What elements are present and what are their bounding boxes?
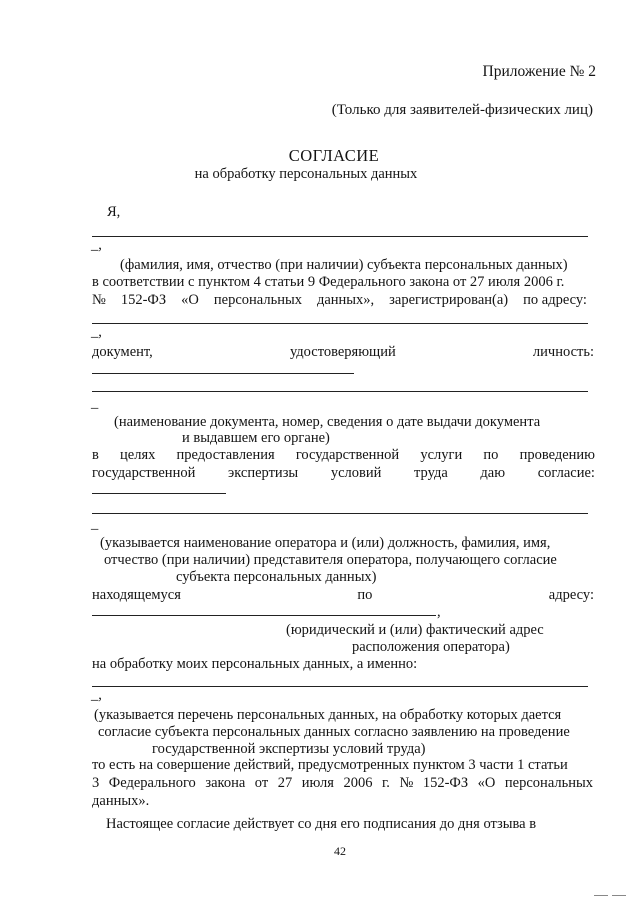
word: июля <box>301 775 334 791</box>
word: 2006 <box>343 775 373 791</box>
data-list-line-end: _, <box>91 687 102 703</box>
actions-line-2 <box>92 774 593 792</box>
word: личность: <box>532 344 594 360</box>
word: 152-ФЗ <box>422 775 469 791</box>
purpose-line-2 <box>92 464 595 482</box>
word: данных», <box>316 292 375 308</box>
operator-hint-1: (указывается наименование оператора и (или) должность, фамилия, имя, <box>100 535 551 551</box>
document-line-short <box>92 373 354 374</box>
operator-line-end: _ <box>91 516 99 532</box>
word: удостоверяющий <box>289 344 396 360</box>
scan-mark-2 <box>612 895 626 896</box>
name-line-end: _, <box>91 237 102 253</box>
document-line-full <box>92 391 588 392</box>
data-list-line <box>92 686 588 687</box>
law-line-2 <box>92 291 587 309</box>
scan-mark-1 <box>594 895 608 896</box>
word: персональных <box>504 775 593 791</box>
word: услуги <box>420 447 463 463</box>
address-hint-2: расположения оператора) <box>352 639 510 655</box>
word: находящемуся <box>92 587 181 603</box>
word: 152-ФЗ <box>120 292 167 308</box>
word: труда <box>414 465 448 481</box>
word: № <box>92 292 106 308</box>
word: от <box>254 775 269 791</box>
address-line-end: _, <box>91 324 102 340</box>
document-subtitle: на обработку персональных данных <box>194 166 418 182</box>
name-hint: (фамилия, имя, отчество (при наличии) субъекта персональных данных) <box>120 257 568 273</box>
word: согласие: <box>537 465 595 481</box>
word: условий <box>330 465 382 481</box>
word: «О <box>181 292 199 308</box>
word: целях <box>120 447 156 463</box>
list-hint-3: государственной экспертизы условий труда) <box>152 741 426 757</box>
page-number: 42 <box>334 844 346 858</box>
applicability-note: (Только для заявителей-физических лиц) <box>331 102 593 118</box>
located-words <box>92 586 594 604</box>
word: № <box>399 775 414 791</box>
document-hint-1: (наименование документа, номер, сведения о дате выдачи документа <box>114 414 541 430</box>
document-words <box>92 343 594 361</box>
processing-line: на обработку моих персональных данных, а именно: <box>92 656 418 672</box>
actions-line-3: данных». <box>92 793 150 809</box>
word: персональных <box>213 292 302 308</box>
word: закона <box>205 775 246 791</box>
name-line <box>92 236 588 237</box>
word: по адресу: <box>523 292 587 308</box>
document-hint-2: и выдавшем его органе) <box>182 430 330 446</box>
address-hint-1: (юридический и (или) фактический адрес <box>286 622 544 638</box>
word: Федерального <box>108 775 196 791</box>
word: зарегистрирован(а) <box>389 292 509 308</box>
list-hint-1: (указывается перечень персональных данных, на обработку которых дается <box>94 707 562 723</box>
operator-hint-3: субъекта персональных данных) <box>176 569 377 585</box>
word: по <box>357 587 373 603</box>
purpose-line-1 <box>92 446 595 464</box>
word: адресу: <box>548 587 594 603</box>
operator-address-comma: , <box>437 604 441 620</box>
list-hint-2: согласие субъекта персональных данных согласно заявлению на проведение <box>98 724 570 740</box>
document-title: СОГЛАСИЕ <box>288 146 380 165</box>
word: предоставления <box>176 447 275 463</box>
consent-line-short <box>92 493 226 494</box>
operator-hint-2: отчество (при наличии) представителя оператора, получающего согласие <box>104 552 557 568</box>
word: документ, <box>92 344 153 360</box>
actions-line-1: то есть на совершение действий, предусмотренных пунктом 3 части 1 статьи <box>92 757 568 773</box>
law-line-1: в соответствии с пунктом 4 статьи 9 Федерального закона от 27 июля 2006 г. <box>92 274 565 290</box>
operator-address-line <box>92 615 436 616</box>
operator-line <box>92 513 588 514</box>
document-line-end: _ <box>91 395 99 411</box>
word: по <box>483 447 499 463</box>
word: в <box>92 447 99 463</box>
word: даю <box>480 465 506 481</box>
word: государственной <box>92 465 196 481</box>
word: 27 <box>277 775 293 791</box>
address-line <box>92 323 588 324</box>
word: государственной <box>295 447 400 463</box>
word: г. <box>381 775 390 791</box>
word: экспертизы <box>228 465 299 481</box>
i-label: Я, <box>107 204 121 220</box>
word: «О <box>477 775 496 791</box>
appendix-label: Приложение № 2 <box>482 63 596 80</box>
word: 3 <box>92 775 100 791</box>
word: проведению <box>519 447 595 463</box>
validity-line: Настоящее согласие действует со дня его подписания до дня отзыва в <box>106 816 537 832</box>
